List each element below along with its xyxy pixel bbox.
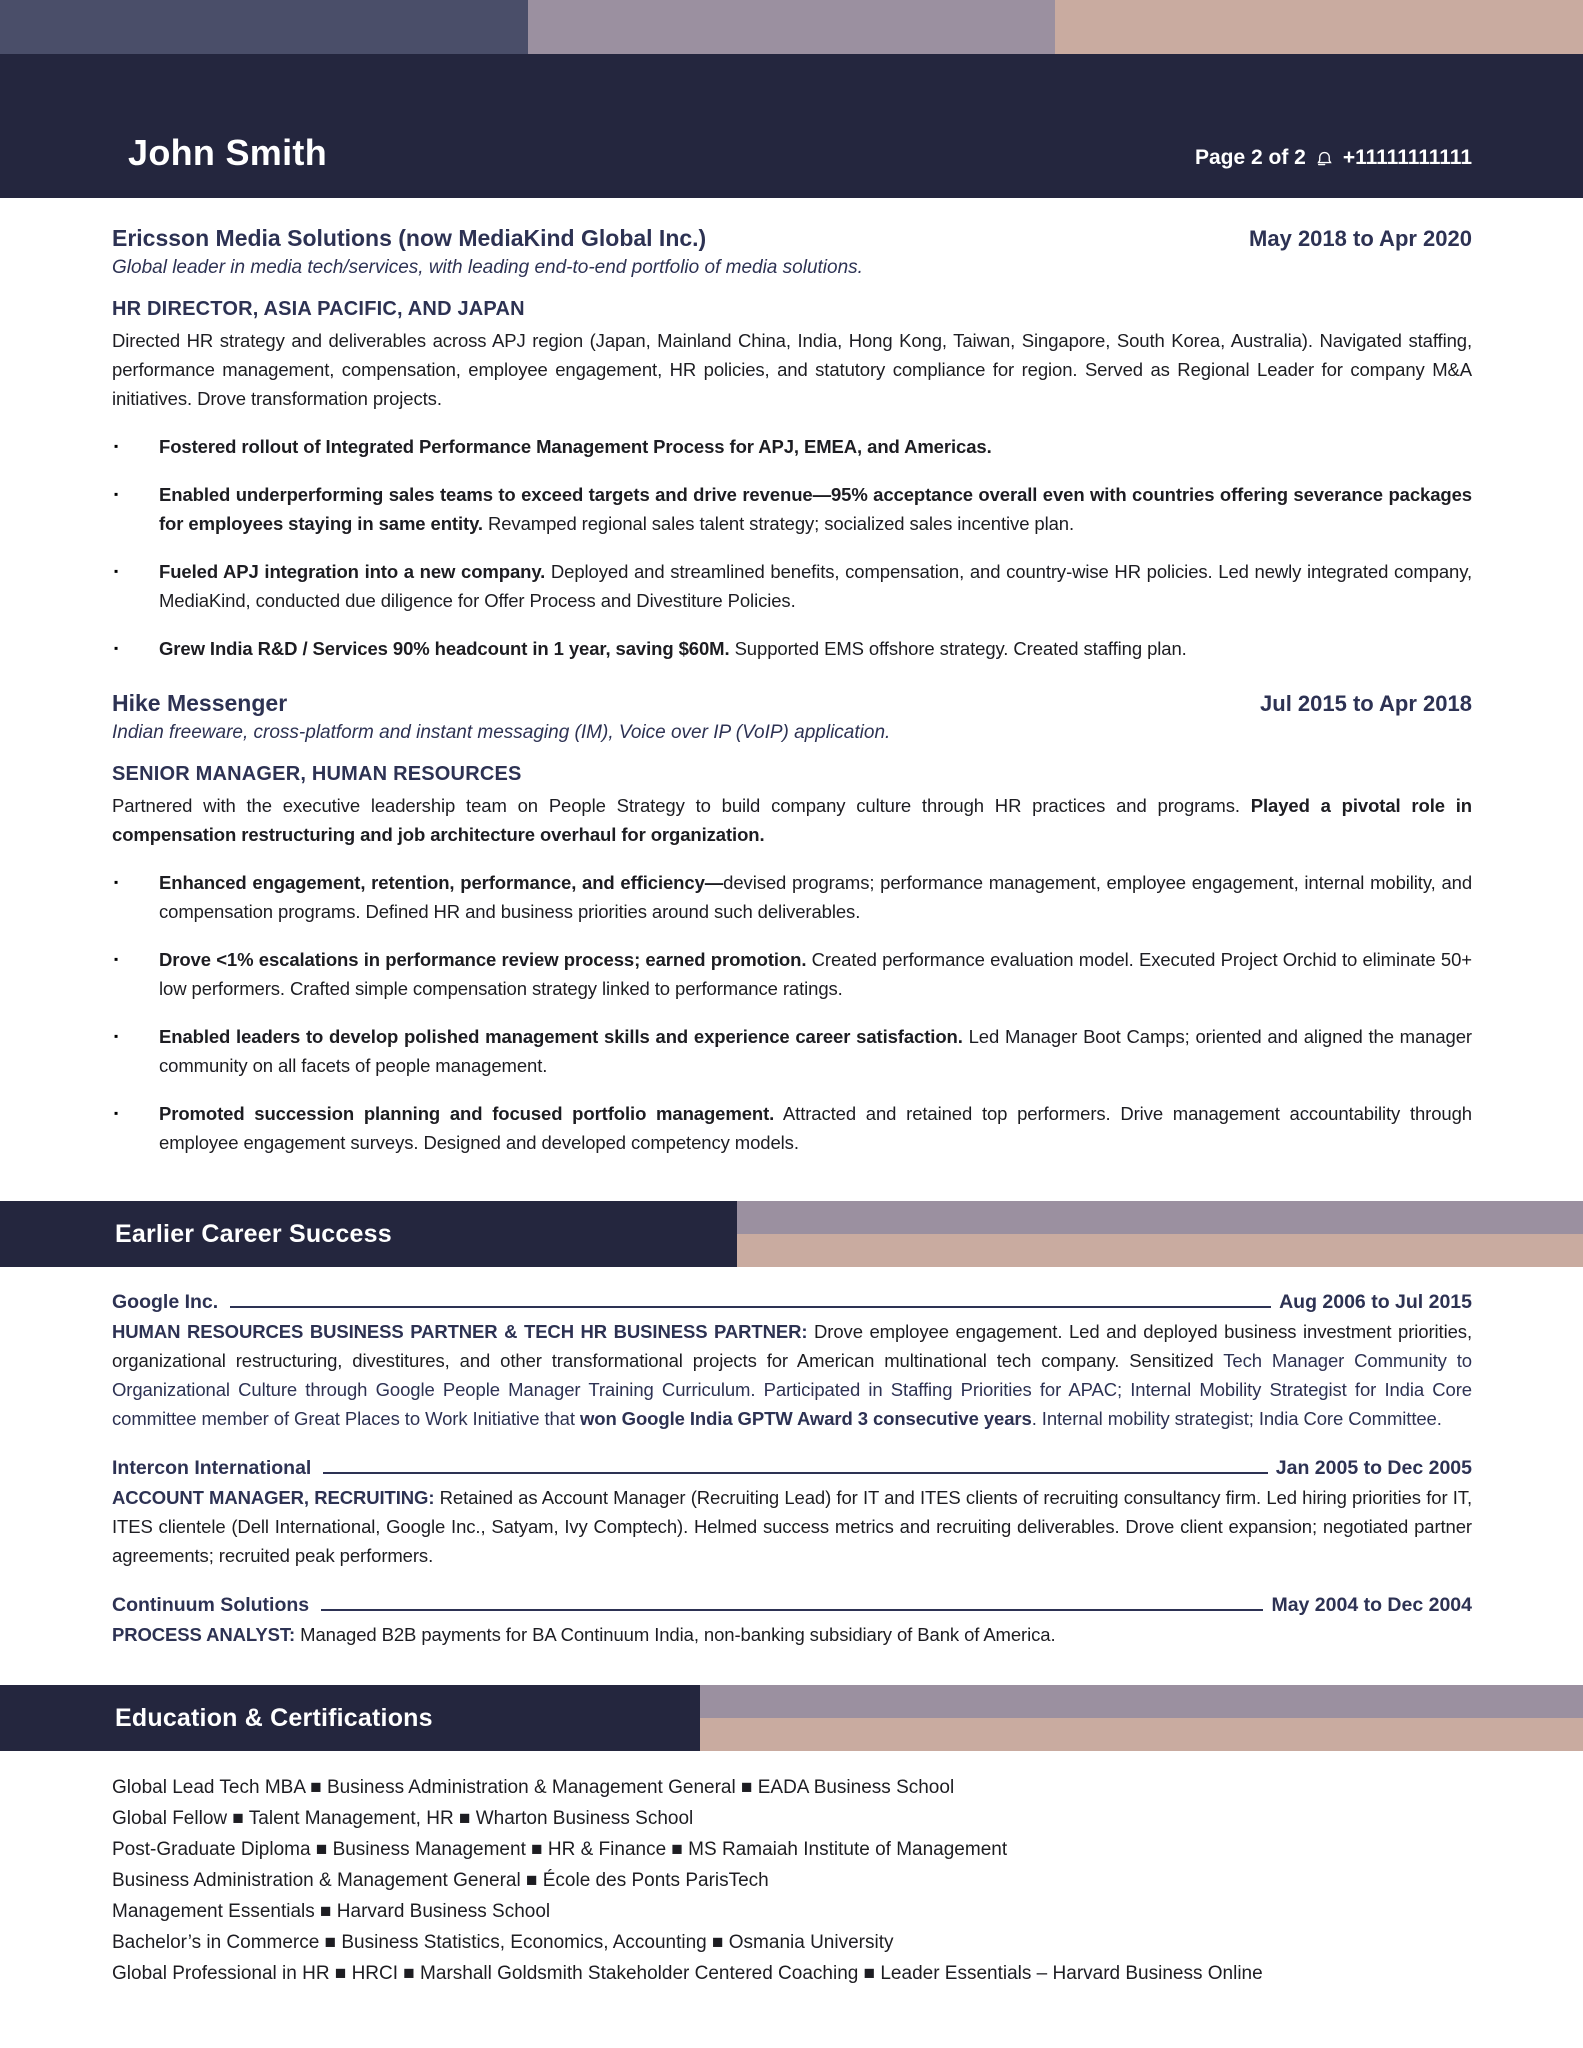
entry-text-navy: . Internal mobility strategist; India Core Committee. bbox=[1031, 1408, 1442, 1429]
bullet-text bbox=[159, 1099, 1472, 1157]
entry-heading-row bbox=[112, 1594, 1472, 1617]
entry-text-navy-bold: won Google India GPTW Award 3 consecutive years bbox=[579, 1408, 1032, 1429]
bullet-text bbox=[159, 634, 1472, 663]
education-body bbox=[112, 1772, 1472, 1989]
section-title-education: Education & Certifications bbox=[115, 1703, 433, 1732]
company-name: Continuum Solutions bbox=[112, 1594, 310, 1616]
job-heading-row bbox=[112, 690, 1472, 717]
job-section-hike bbox=[112, 690, 1472, 1157]
entry-continuum bbox=[112, 1594, 1472, 1649]
role-summary bbox=[112, 791, 1472, 849]
page-number-label: Page 2 of 2 bbox=[1194, 146, 1306, 169]
bullet-item bbox=[112, 1022, 1472, 1080]
earlier-career-body bbox=[112, 1291, 1472, 1649]
entry-heading-row bbox=[112, 1457, 1472, 1480]
bullet-rest: Led Manager Boot Camps; oriented and aligned the manager community on all facets of people management. bbox=[159, 1026, 1472, 1076]
role-title: HR DIRECTOR, ASIA PACIFIC, AND JAPAN bbox=[112, 298, 525, 320]
summary-text: Partnered with the executive leadership team on People Strategy to build company culture through HR practices and programs. bbox=[112, 795, 1251, 816]
bullet-text bbox=[159, 945, 1472, 1003]
entry-body bbox=[112, 1620, 1472, 1649]
bullet-square-icon: ▪ bbox=[114, 439, 119, 453]
banner-navy-block bbox=[0, 1201, 737, 1267]
bullet-item bbox=[112, 1099, 1472, 1157]
bullet-lead: Grew India R&D / Services 90% headcount in 1 year, saving $60M. bbox=[159, 638, 730, 659]
bullet-lead: Fueled APJ integration into a new company. bbox=[159, 561, 546, 582]
page-header bbox=[0, 54, 1583, 198]
entry-text-navy: Participated in Staffing Priorities for APAC; Internal Mobility Strategist for India Core committee member of Great Places to Work Initiative that bbox=[112, 1379, 1472, 1429]
entry-text: Drove employee engagement. Led and deployed business investment priorities, organizational restructuring, divestitures, and other transformational projects for American multinational tech company. Sensitized bbox=[112, 1321, 1472, 1371]
employment-dates: May 2004 to Dec 2004 bbox=[1271, 1594, 1472, 1616]
summary-bold-text: Played a pivotal role in compensation restructuring and job architecture overhaul for organization. bbox=[112, 795, 1472, 845]
bullet-rest: Attracted and retained top performers. Drive management accountability through employee engagement surveys. Designed and developed competency models. bbox=[159, 1103, 1472, 1153]
bullet-text bbox=[159, 432, 1472, 461]
employment-dates: May 2018 to Apr 2020 bbox=[1249, 226, 1472, 251]
bullet-item bbox=[112, 480, 1472, 538]
company-name: Google Inc. bbox=[112, 1291, 219, 1313]
company-tagline: Global leader in media tech/services, with leading end-to-end portfolio of media solutions. bbox=[112, 257, 863, 278]
bullet-square-icon: ▪ bbox=[114, 487, 119, 501]
section-title-earlier-career: Earlier Career Success bbox=[115, 1219, 392, 1248]
education-line: Post-Graduate Diploma ■ Business Management ■ HR & Finance ■ MS Ramaiah Institute of Management bbox=[112, 1839, 1008, 1860]
role-label: HUMAN RESOURCES BUSINESS PARTNER & TECH HR BUSINESS PARTNER: bbox=[112, 1321, 808, 1342]
education-line: Global Lead Tech MBA ■ Business Administration & Management General ■ EADA Business School bbox=[112, 1777, 955, 1798]
bullet-square-icon: ▪ bbox=[114, 564, 119, 578]
banner-navy-block bbox=[0, 1685, 700, 1751]
company-name: Intercon International bbox=[112, 1457, 312, 1479]
job-section-ericsson bbox=[112, 225, 1472, 663]
bullet-text bbox=[159, 1022, 1472, 1080]
company-name: Ericsson Media Solutions (now MediaKind Global Inc.) bbox=[112, 225, 707, 251]
role-summary bbox=[112, 326, 1472, 413]
bullet-lead: Enhanced engagement, retention, performance, and efficiency— bbox=[159, 872, 724, 893]
entry-text: Retained as Account Manager (Recruiting Lead) for IT and ITES clients of recruiting consultancy firm. Led hiring priorities for IT, ITES clientele (Dell International, Google Inc., Satyam, Ivy Comptech). Helmed success metrics and recruiting deliverables. Drove client expansion; negotiated partner agreements; recruited peak performers. bbox=[112, 1487, 1472, 1566]
bullet-square-icon: ▪ bbox=[114, 875, 119, 889]
entry-heading-row bbox=[112, 1291, 1472, 1314]
bullet-text bbox=[159, 868, 1472, 926]
entry-google bbox=[112, 1291, 1472, 1433]
employment-dates: Aug 2006 to Jul 2015 bbox=[1279, 1291, 1472, 1313]
bullet-lead: Drove <1% escalations in performance review process; earned promotion. bbox=[159, 949, 807, 970]
employment-dates: Jan 2005 to Dec 2005 bbox=[1275, 1457, 1472, 1479]
bullet-rest: Deployed and streamlined benefits, compensation, and country-wise HR policies. Led newly integrated company, MediaKind, conducted due diligence for Offer Process and Divestiture Policies. bbox=[159, 561, 1473, 611]
summary-text: Directed HR strategy and deliverables across APJ region (Japan, Mainland China, India, Hong Kong, Taiwan, Singapore, South Korea, Australia). Navigated staffing, performance management, compensation, employee engagement, HR policies, and statutory compliance for region. Served as Regional Leader for company M&A initiatives. Drove transformation projects. bbox=[112, 330, 1472, 409]
education-line: Global Professional in HR ■ HRCI ■ Marshall Goldsmith Stakeholder Centered Coaching ■ Leader Essentials – Harvard Business Online bbox=[112, 1963, 1263, 1984]
phone-icon bbox=[1315, 149, 1334, 168]
education-line: Business Administration & Management General ■ École des Ponts ParisTech bbox=[112, 1870, 769, 1891]
role-title: SENIOR MANAGER, HUMAN RESOURCES bbox=[112, 763, 522, 785]
company-name: Hike Messenger bbox=[112, 690, 288, 716]
bullet-item bbox=[112, 557, 1472, 615]
bullet-square-icon: ▪ bbox=[114, 1029, 119, 1043]
bullet-rest: Created performance evaluation model. Executed Project Orchid to eliminate 50+ low performers. Crafted simple compensation strategy linked to performance ratings. bbox=[159, 949, 1472, 999]
heading-rule-line bbox=[321, 1609, 1263, 1611]
bullet-item bbox=[112, 868, 1472, 926]
entry-body bbox=[112, 1317, 1472, 1433]
education-line: Global Fellow ■ Talent Management, HR ■ Wharton Business School bbox=[112, 1808, 694, 1829]
bullet-rest: devised programs; performance management, employee engagement, internal mobility, and compensation programs. Defined HR and business priorities around such deliverables. bbox=[159, 872, 1473, 922]
role-label: PROCESS ANALYST: bbox=[112, 1624, 296, 1645]
bullet-rest: Supported EMS offshore strategy. Created staffing plan. bbox=[729, 638, 1187, 659]
bullet-square-icon: ▪ bbox=[114, 641, 119, 655]
bullet-item bbox=[112, 945, 1472, 1003]
bullet-lead: Enabled leaders to develop polished management skills and experience career satisfaction. bbox=[159, 1026, 963, 1047]
employment-dates: Jul 2015 to Apr 2018 bbox=[1260, 691, 1472, 716]
bullet-rest: Revamped regional sales talent strategy; socialized sales incentive plan. bbox=[482, 513, 1075, 534]
entry-body bbox=[112, 1483, 1472, 1570]
top-strip-segment-tan bbox=[1055, 0, 1583, 54]
top-strip-segment-slate bbox=[0, 0, 528, 54]
top-decorative-strip bbox=[0, 0, 1583, 54]
top-strip-segment-mauve bbox=[528, 0, 1056, 54]
bullet-item bbox=[112, 634, 1472, 663]
person-name: John Smith bbox=[128, 132, 327, 173]
job-heading-row bbox=[112, 225, 1472, 252]
resume-body bbox=[112, 225, 1472, 1157]
bullet-lead: Fostered rollout of Integrated Performance Management Process for APJ, EMEA, and Americas. bbox=[159, 436, 992, 457]
section-banner-earlier-career bbox=[0, 1201, 1583, 1267]
heading-rule-line bbox=[323, 1472, 1267, 1474]
company-tagline: Indian freeware, cross-platform and instant messaging (IM), Voice over IP (VoIP) application. bbox=[112, 722, 891, 743]
bullet-lead: Enabled underperforming sales teams to exceed targets and drive revenue—95% acceptance overall even with countries offering severance packages for employees staying in same entity. bbox=[159, 484, 1472, 534]
section-banner-education bbox=[0, 1685, 1583, 1751]
bullet-lead: Promoted succession planning and focused portfolio management. bbox=[159, 1103, 775, 1124]
education-line: Management Essentials ■ Harvard Business School bbox=[112, 1901, 551, 1922]
bullet-item bbox=[112, 432, 1472, 461]
phone-number: +11111111111 bbox=[1342, 146, 1472, 169]
education-line: Bachelor’s in Commerce ■ Business Statistics, Economics, Accounting ■ Osmania University bbox=[112, 1932, 894, 1953]
bullet-square-icon: ▪ bbox=[114, 952, 119, 966]
bullet-text bbox=[159, 557, 1472, 615]
role-label: ACCOUNT MANAGER, RECRUITING: bbox=[112, 1487, 435, 1508]
header-right-group bbox=[1195, 146, 1472, 170]
bullet-text bbox=[159, 480, 1472, 538]
heading-rule-line bbox=[230, 1306, 1271, 1308]
entry-intercon bbox=[112, 1457, 1472, 1570]
entry-text: Managed B2B payments for BA Continuum India, non-banking subsidiary of Bank of America. bbox=[295, 1624, 1056, 1645]
entry-text-navy: Tech Manager Community to Organizational Culture through Google People Manager Training Curriculum. bbox=[112, 1350, 1472, 1400]
bullet-square-icon: ▪ bbox=[114, 1106, 119, 1120]
